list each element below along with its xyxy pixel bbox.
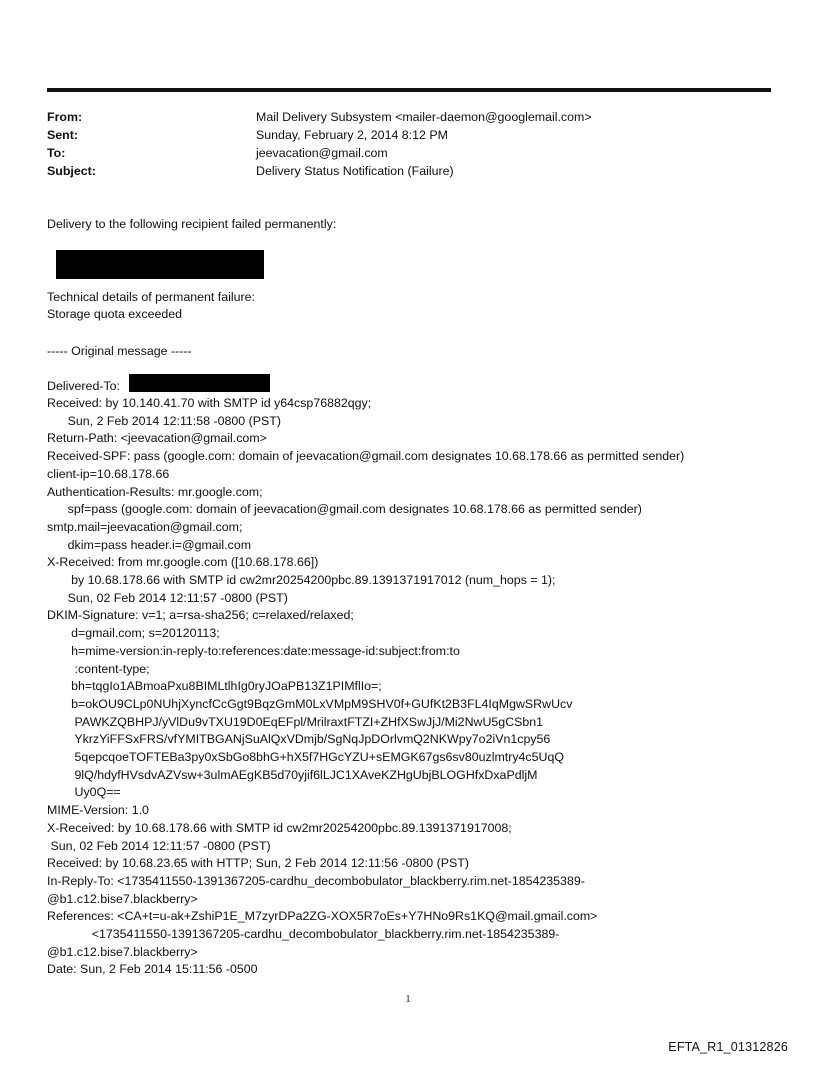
from-row [47, 108, 771, 126]
to-value: jeevacation@gmail.com [256, 146, 388, 160]
header-line: MIME-Version: 1.0 [47, 803, 149, 818]
header-line: DKIM-Signature: v=1; a=rsa-sha256; c=relaxed/relaxed; [47, 608, 354, 623]
to-label: To: [47, 146, 66, 160]
header-line: Received: by 10.140.41.70 with SMTP id y64csp76882qgy; [47, 396, 372, 410]
quota-text: Storage quota exceeded [47, 307, 183, 321]
header-line: Uy0Q== [47, 785, 121, 800]
header-line: b=okOU9CLp0NUhjXyncfCcGgt9BqzGmM0LxVMpM9SHV0f+GUfKt2B3FL4IqMgwSRwUcv [47, 696, 573, 711]
sent-label: Sent: [47, 128, 78, 142]
delivered-to-label: Delivered-To: [47, 379, 120, 393]
header-line: Received: by 10.68.23.65 with HTTP; Sun, 2 Feb 2014 12:11:56 -0800 (PST) [47, 856, 469, 871]
subject-row [47, 162, 771, 180]
header-line: by 10.68.178.66 with SMTP id cw2mr20254200pbc.89.1391371917012 (num_hops = 1); [47, 573, 556, 587]
header-line: YkrzYiFFSxFRS/vfYMITBGANjSuAlQxVDmjb/SgNqJpDOrlvmQ2NKWpy7o2iVn1cpy56 [47, 732, 551, 747]
header-line: Authentication-Results: mr.google.com; [47, 484, 263, 499]
header-line: :content-type; [47, 661, 150, 676]
header-line: dkim=pass header.i=@gmail.com [47, 537, 252, 552]
header-line: 9lQ/hdyfHVsdvAZVsw+3ulmAEgKB5d70yjif6lLJC1XAveKZHgUbjBLOGHfxDxaPdljM [47, 767, 538, 782]
header-line: h=mime-version:in-reply-to:references:date:message-id:subject:from:to [47, 643, 460, 658]
header-line: References: <CA+t=u-ak+ZshiP1E_M7zyrDPa2ZG-XOX5R7oEs+Y7HNo9Rs1KQ@mail.gmail.com> [47, 909, 598, 924]
tech-details-text: Technical details of permanent failure: [47, 290, 256, 304]
sent-value: Sunday, February 2, 2014 8:12 PM [256, 128, 448, 142]
redaction-box [129, 374, 270, 392]
header-line: PAWKZQBHPJ/yVlDu9vTXU19D0EqEFpl/MrilraxtFTZI+ZHfXSwJjJ/Mi2NwU5gCSbn1 [47, 714, 544, 729]
header-line: smtp.mail=jeevacation@gmail.com; [47, 519, 243, 534]
header-line: @b1.c12.bise7.blackberry> [47, 944, 198, 959]
email-header [47, 108, 771, 180]
header-line: d=gmail.com; s=20120113; [47, 626, 220, 641]
header-line: Return-Path: <jeevacation@gmail.com> [47, 431, 267, 446]
header-line: Sun, 02 Feb 2014 12:11:57 -0800 (PST) [47, 590, 288, 605]
header-line: client-ip=10.68.178.66 [47, 466, 170, 481]
from-label: From: [47, 110, 83, 124]
header-line: Received-SPF: pass (google.com: domain of jeevacation@gmail.com designates 10.68.178.66 as permitted sender) [47, 449, 685, 464]
redaction-box [56, 250, 264, 279]
header-line: Sun, 02 Feb 2014 12:11:57 -0800 (PST) [47, 838, 271, 853]
original-message-marker: ----- Original message ----- [47, 344, 192, 358]
subject-label: Subject: [47, 164, 96, 178]
page-number: 1 [405, 994, 411, 1005]
from-value: Mail Delivery Subsystem <mailer-daemon@googlemail.com> [256, 110, 592, 124]
subject-value: Delivery Status Notification (Failure) [256, 164, 454, 178]
top-divider [47, 88, 771, 92]
header-line: @b1.c12.bise7.blackberry> [47, 891, 198, 906]
header-line: X-Received: by 10.68.178.66 with SMTP id cw2mr20254200pbc.89.1391371917008; [47, 820, 512, 835]
header-line: In-Reply-To: <1735411550-1391367205-cardhu_decombobulator_blackberry.rim.net-1854235389- [47, 873, 585, 888]
header-line: 5qepcqoeTOFTEBa3py0xSbGo8bhG+hX5f7HGcYZU+sEMGK67gs6sv80uzlmtry4c5UqQ [47, 750, 564, 764]
to-row [47, 144, 771, 162]
sent-row [47, 126, 771, 144]
header-line: Sun, 2 Feb 2014 12:11:58 -0800 (PST) [47, 413, 281, 428]
header-line: X-Received: from mr.google.com ([10.68.178.66]) [47, 555, 319, 570]
bates-number: EFTA_R1_01312826 [668, 1040, 788, 1054]
header-line: bh=tqgIo1ABmoaPxu8BIMLtlhIg0ryJOaPB13Z1PIMflIo=; [47, 679, 382, 694]
header-line: spf=pass (google.com: domain of jeevacation@gmail.com designates 10.68.178.66 as permitted sender) [47, 502, 642, 517]
header-line: <1735411550-1391367205-cardhu_decombobulator_blackberry.rim.net-1854235389- [47, 927, 560, 941]
intro-text: Delivery to the following recipient failed permanently: [47, 217, 337, 231]
header-line: Date: Sun, 2 Feb 2014 15:11:56 -0500 [47, 962, 258, 977]
